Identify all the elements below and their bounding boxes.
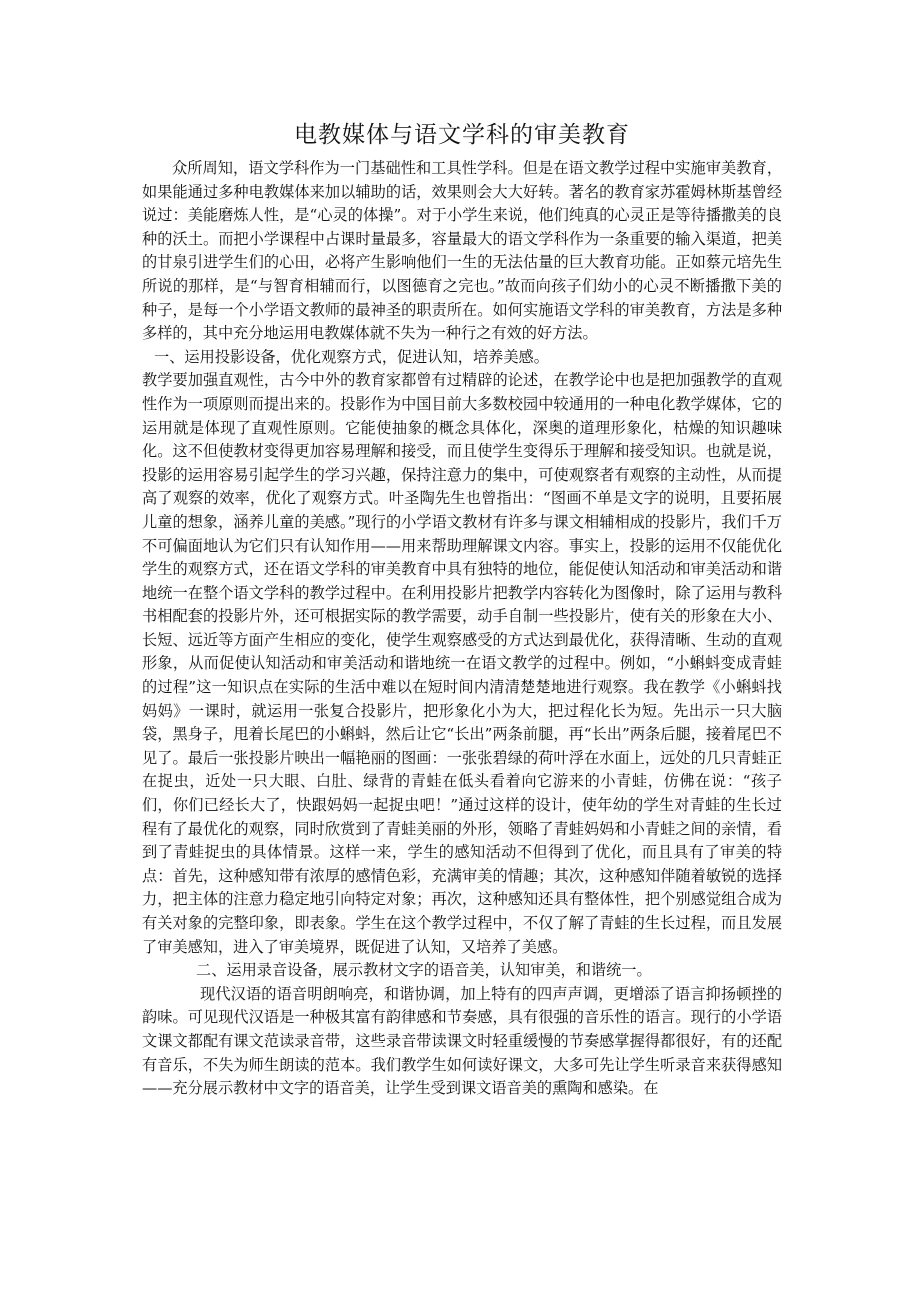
section-2-paragraph: 现代汉语的语音明朗响亮，和谐协调，加上特有的四声声调，更增添了语言抑扬顿挫的韵味。可见现代汉语是一种极其富有韵律感和节奏感，具有很强的音乐性的语言。现行的小学语文课文都配有课文范读录音带，这些录音带读课文时轻重缓慢的节奏感掌握得都很好，有的还配有音乐，不失为师生朗读的范本。我们教学生如何读好课文，大多可先让学生听录音来获得感知——充分展示教材中文字的语音美，让学生受到课文语音美的熏陶和感染。在 [142, 984, 782, 1098]
intro-paragraph: 众所周知，语文学科作为一门基础性和工具性学科。但是在语文教学过程中实施审美教育，如果能通过多种电教媒体来加以辅助的话，效果则会大大好转。著名的教育家苏霍姆林斯基曾经说过：美能磨炼人性，是“心灵的体操”。对于小学生来说，他们纯真的心灵正是等待播撒美的良种的沃土。而把小学课程中占课时量最多，容量最大的语文学科作为一条重要的输入渠道，把美的甘泉引进学生们的心田，必将产生影响他们一生的无法估量的巨大教育功能。正如蔡元培先生所说的那样，是“与智育相辅而行，以图德育之完也。”故而向孩子们幼小的心灵不断播撒下美的种子，是每一个小学语文教师的最神圣的职责所在。如何实施语文学科的审美教育，方法是多种多样的，其中充分地运用电教媒体就不失为一种行之有效的好方法。 [142, 159, 782, 343]
section-heading-1: 一、运用投影设备，优化观察方式，促进认知，培养美感。 [154, 347, 549, 366]
document-body [142, 120, 782, 1101]
section-1-paragraph: 教学要加强直观性，古今中外的教育家都曾有过精辟的论述，在教学论中也是把加强教学的直观性作为一项原则而提出来的。投影作为中国目前大多数校园中较通用的一种电化教学媒体，它的运用就是体现了直观性原则。它能使抽象的概念具体化，深奥的道理形象化，枯燥的知识趣味化。这不但使教材变得更加容易理解和接受，而且使学生变得乐于理解和接受知识。也就是说，投影的运用容易引起学生的学习兴趣，保持注意力的集中，可使观察者有观察的主动性，从而提高了观察的效率，优化了观察方式。叶圣陶先生也曾指出：“图画不单是文字的说明，且要拓展儿童的想象，涵养儿童的美感。”现行的小学语文教材有许多与课文相辅相成的投影片，我们千万不可偏面地认为它们只有认知作用——用来帮助理解课文内容。事实上，投影的运用不仅能优化学生的观察方式，还在语文学科的审美教育中具有独特的地位，能促使认知活动和审美活动和谐地统一在整个语文学科的教学过程中。在利用投影片把教学内容转化为图像时，除了运用与教科书相配套的投影片外，还可根据实际的教学需要，动手自制一些投影片，使有关的形象在大小、长短、远近等方面产生相应的变化，使学生观察感受的方式达到最优化，获得清晰、生动的直观形象，从而促使认知活动和审美活动和谐地统一在语文教学的过程中。例如，“小蝌蚪变成青蛙的过程”这一知识点在实际的生活中难以在短时间内清清楚楚地进行观察。我在教学《小蝌蚪找妈妈》一课时，就运用一张复合投影片，把形象化小为大，把过程化长为短。先出示一只大脑袋，黑身子，甩着长尾巴的小蝌蚪，然后让它“长出”两条前腿，再“长出”两条后腿，接着尾巴不见了。最后一张投影片映出一幅艳丽的图画：一张张碧绿的荷叶浮在水面上，远处的几只青蛙正在捉虫，近处一只大眼、白肚、绿背的青蛙在低头看着向它游来的小青蛙，仿佛在说：“孩子们，你们已经长大了，快跟妈妈一起捉虫吧！”通过这样的设计，使年幼的学生对青蛙的生长过程有了最优化的观察，同时欣赏到了青蛙美丽的外形，领略了青蛙妈妈和小青蛙之间的亲情，看到了青蛙捉虫的具体情景。这样一来，学生的感知活动不但得到了优化，而且具有了审美的特点：首先，这种感知带有浓厚的感情色彩，充满审美的情趣；其次，这种感知伴随着敏锐的选择力，把主体的注意力稳定地引向特定对象；再次，这种感知还具有整体性，把个别感觉组合成为有关对象的完整印象，即表象。学生在这个教学过程中，不仅了解了青蛙的生长过程，而且发展了审美感知，进入了审美境界，既促进了认知，又培养了美感。 [142, 371, 782, 956]
section-heading-2: 二、运用录音设备，展示教材文字的语音美，认知审美，和谐统一。 [196, 961, 652, 980]
document-title: 电教媒体与语文学科的审美教育 [294, 122, 630, 148]
